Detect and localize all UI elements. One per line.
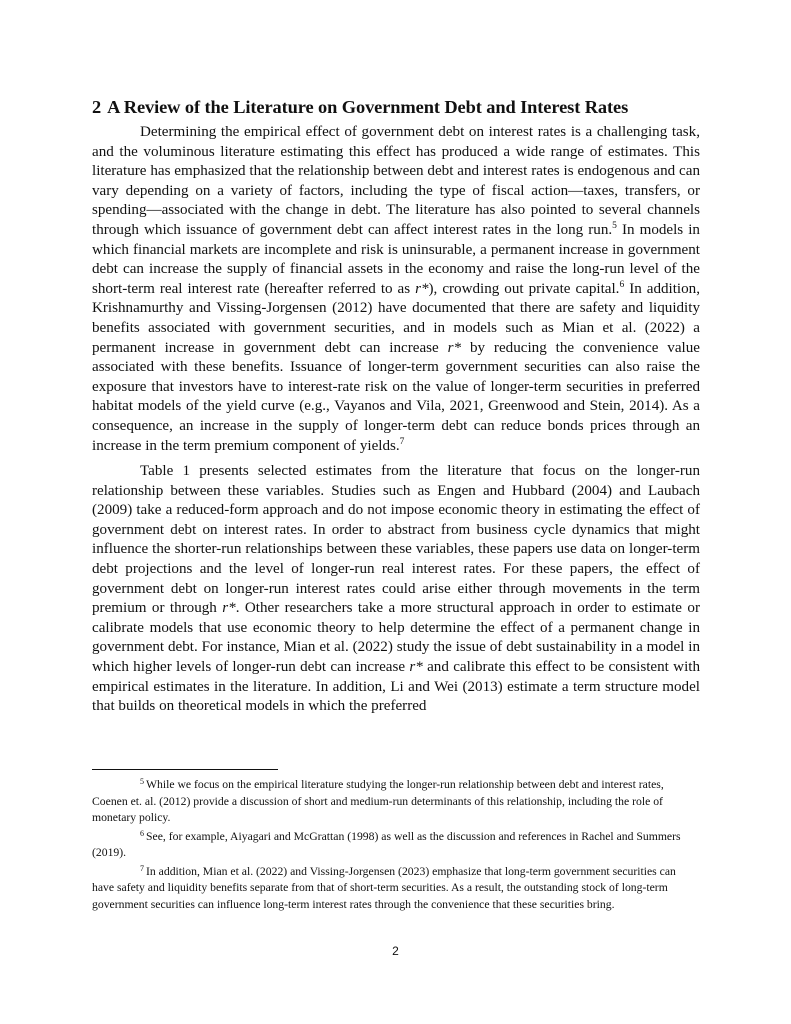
section-number: 2 — [92, 97, 102, 117]
footnote-ref: 7 — [399, 436, 405, 447]
text-run: ), crowding out private capital. — [428, 280, 620, 297]
text-run: . Other researchers take a more structural approach in order to estimate or calibrate models that use economic theory to help determine the effect of a permanent change in government debt. For instance, Mian et al. (2022) study the issue of debt sustainability in a model in which higher levels of longer-run debt can increase — [92, 600, 700, 676]
footnote-mark: 7 — [140, 863, 144, 873]
text-run: and calibrate this effect to be consistent with empirical estimates in the literature. In addition, Li and Wei (2013) estimate a term structure model that builds on theoretical models in which the preferred — [92, 659, 700, 715]
text-run: In addition, Krishnamurthy and Vissing-Jorgensen (2012) have documented that there are safety and liquidity benefits associated with government securities, and in models such as Mian et al. (2022) a permanent increase in government debt can increase — [92, 280, 700, 356]
footnote-separator — [92, 769, 278, 770]
math-symbol: r* — [222, 600, 236, 617]
footnote — [92, 777, 700, 827]
text-run: Table 1 presents selected estimates from the literature that focus on the longer-run relationship between these variables. Studies such as Engen and Hubbard (2004) and Laubach (2009) take a reduced-form approach and do not impose economic theory in estimating the effect of government debt on interest rates. In order to abstract from business cycle dynamics that might influence the shorter-run relationships between these variables, these papers use data on longer-term debt projections and the level of longer-run real interest rates. For these papers, the effect of government debt on longer-run interest rates could arise either through movements in the term premium or through — [92, 463, 700, 617]
text-run: by reducing the convenience value associated with these benefits. Issuance of longer-term government securities can also raise the exposure that investors have to interest-rate risk on the value of longer-term securities in preferred habitat models of the yield curve (e.g., Vayanos and Vila, 2021, Greenwood and Stein, 2014). As a consequence, an increase in the supply of longer-term debt can reduce bonds prices through an increase in the term premium component of yields. — [92, 339, 700, 454]
footnotes — [92, 777, 700, 915]
section-title: A Review of the Literature on Government Debt and Interest Rates — [107, 97, 629, 117]
math-symbol: r* — [409, 659, 423, 676]
footnote-text: While we focus on the empirical literature studying the longer-run relationship between debt and interest rates, Coenen et. al. (2012) provide a discussion of short and medium-run determinants of this relationship, including the role of monetary policy. — [92, 778, 664, 824]
page-body — [92, 96, 700, 717]
footnote-ref: 6 — [619, 279, 625, 290]
paragraph — [92, 462, 700, 717]
footnote-ref: 5 — [612, 220, 617, 231]
footnote — [92, 829, 700, 862]
page-number: 2 — [392, 944, 399, 958]
paragraph — [92, 123, 700, 456]
footnote-text: See, for example, Aiyagari and McGrattan (1998) as well as the discussion and references in Rachel and Summers (2019). — [92, 829, 681, 859]
math-symbol: r* — [447, 339, 462, 356]
footnote-text: In addition, Mian et al. (2022) and Vissing-Jorgensen (2023) emphasize that long-term government securities can have safety and liquidity benefits separate from that of short-term securities. As a result, the outstanding stock of long-term government securities can influence long-term interest rates through the convenience that these securities bring. — [92, 864, 676, 911]
footnote-mark: 5 — [140, 777, 144, 786]
text-run: Determining the empirical effect of government debt on interest rates is a challenging task, and the voluminous literature estimating this effect has produced a wide range of estimates. This literature has emphasized that the relationship between debt and interest rates is endogenous and can vary depending on a variety of factors, including the type of fiscal action—taxes, transfers, or spending—associated with the change in debt. The literature has also pointed to several channels through which issuance of government debt can affect interest rates in the long run. — [92, 124, 700, 238]
math-symbol: r* — [415, 280, 429, 297]
footnote-mark: 6 — [140, 828, 144, 838]
footnote — [92, 864, 700, 914]
section-heading — [92, 96, 700, 118]
text-run: In models in which financial markets are incomplete and risk is uninsurable, a permanent increase in government debt can increase the supply of financial assets in the economy and raise the long-run level of the short-term real interest rate (hereafter referred to as — [92, 221, 700, 297]
